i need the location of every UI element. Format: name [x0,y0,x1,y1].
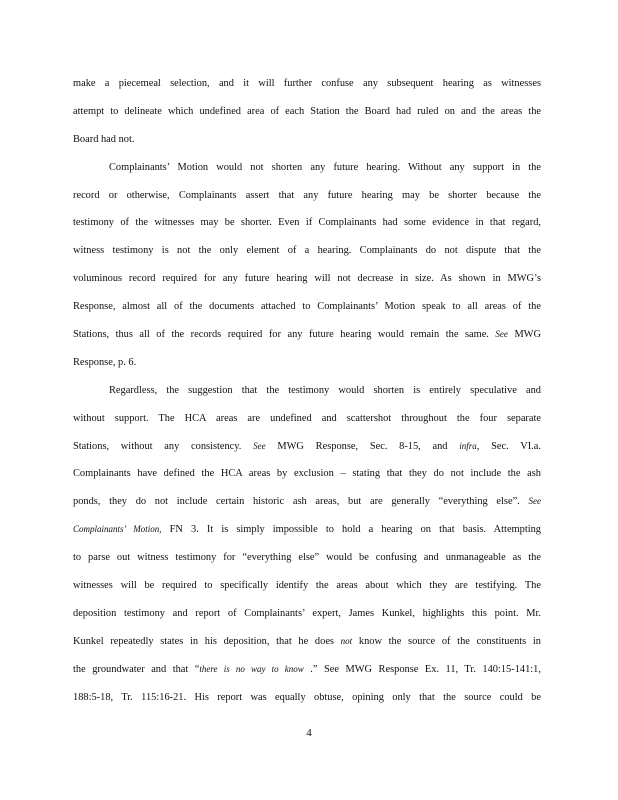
text-line: 188:5-18, Tr. 115:16-21. His report was equally obtuse, opining only that the source could be [73,691,541,703]
text-line: witness testimony is not the only element of a hearing. Complainants do not dispute that the [73,245,541,257]
body-text [73,70,541,711]
text-line: ponds, they do not include certain historic ash areas, but are generally “everything else”. See [73,496,541,508]
text-line: without support. The HCA areas are undefined and scattershot throughout the four separate [73,412,541,424]
text-line: voluminous record required for any future hearing will not decrease in size. As shown in MWG’s [73,273,541,285]
text-line: make a piecemeal selection, and it will further confuse any subsequent hearing as witnesses [73,78,541,89]
text-line: witnesses will be required to specifically identify the areas about which they are testifying. The [73,580,541,592]
page-number: 4 [306,727,312,739]
text-line: Response, p. 6. [73,356,137,368]
text-line: to parse out witness testimony for “everything else” would be confusing and unmanageable as the [73,552,541,564]
emphasis: not [340,635,353,646]
text-line: attempt to delineate which undefined area of each Station the Board had ruled on and the areas the [73,105,541,117]
quoted-phrase: there is no way to know [199,663,304,674]
text-line: record or otherwise, Complainants assert that any future hearing may be shorter because the [73,189,541,201]
text-line: Board had not. [73,133,135,145]
text-line: Response, almost all of the documents attached to Complainants’ Motion speak to all areas of the [73,301,541,313]
citation-signal: See [528,496,541,507]
text-line: Stations, without any consistency. See MWG Response, Sec. 8-15, and infra, Sec. VI.a. [73,440,541,452]
case-citation: Complainants’ Motion, [73,524,162,535]
text-line: deposition testimony and report of Complainants’ expert, James Kunkel, highlights this point. Mr. [73,607,541,619]
citation-signal: See [495,329,508,340]
text-line: the groundwater and that “there is no way to know .” See MWG Response Ex. 11, Tr. 140:15-141:1, [73,663,541,675]
citation-signal: infra [459,440,477,451]
text-line: Regardless, the suggestion that the testimony would shorten is entirely speculative and [109,384,541,396]
text-line: Complainants have defined the HCA areas by exclusion – stating that they do not include the ash [73,468,541,480]
text-line: testimony of the witnesses may be shorter. Even if Complainants had some evidence in that regard, [73,217,541,229]
citation-signal: See [253,440,266,451]
text-line: Complainants’ Motion would not shorten any future hearing. Without any support in the [109,161,541,173]
text-line: Stations, thus all of the records required for any future hearing would remain the same. See MWG [73,329,541,341]
text-line: Kunkel repeatedly states in his deposition, that he does not know the source of the constituents in [73,635,541,647]
text-line: Complainants’ Motion, FN 3. It is simply impossible to hold a hearing on that basis. Attempting [73,524,541,536]
